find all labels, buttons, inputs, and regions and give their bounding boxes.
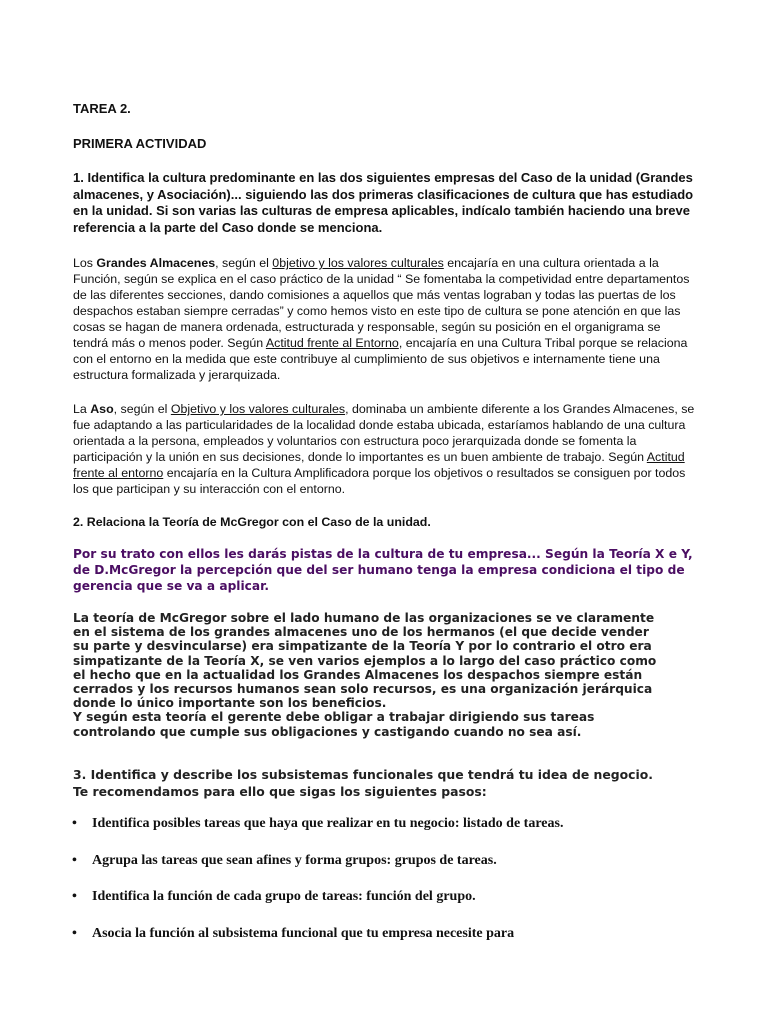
list-item [72, 888, 652, 925]
text-run: Los [73, 256, 97, 270]
question-1: 1. Identifica la cultura predominante en las dos siguientes empresas del Caso de la unidad (Grandes almacenes, y Asociación)... siguiendo las dos primeras clasificaciones de cultura que has estudiado en la unidad. Si son varias las culturas de empresa aplicables, indícalo también haciendo una breve referencia a la parte del Caso donde se menciona. [73, 170, 694, 235]
answer-line: en el sistema de los grandes almacenes uno de los hermanos (el que decide vender [73, 625, 649, 640]
bullet-icon: • [72, 889, 77, 905]
text-run: , según el [215, 256, 273, 270]
list-item [72, 925, 652, 962]
underlined-term: Actitud frente al entorno [73, 450, 685, 480]
bullet-icon: • [72, 852, 77, 868]
bullet-icon: • [72, 926, 77, 942]
text-run: La [73, 402, 91, 416]
bullet-icon: • [72, 816, 77, 831]
list-item [72, 852, 652, 889]
text-run: encajaría en una cultura orientada a la Función, según se explica en el caso práctico de la unidad “ Se fomentaba la competividad entre departamentos de las diferentes secciones, dando comisiones a aquellos que más ventas lograban y todas las puertas de los despachos estaban siempre cerradas” y como hemos visto en este tipo de cultura se pone atención en que las cosas se hagan de manera ordenada, estructurada y responsable, según su posición en el organigrama se tendrá más o menos poder. Según [73, 256, 690, 350]
text-run: , encajaría en una Cultura Tribal porque se relaciona con el entorno en la medida que este contribuye al cumplimiento de sus objetivos e internamente tiene una estructura formalizada y jerarquizada. [73, 336, 688, 382]
underlined-term: Actitud frente al Entorno [265, 336, 399, 350]
answer-line: controlando que cumple sus obligaciones y castigando cuando no sea así. [73, 724, 582, 739]
text-run: , según el [113, 402, 171, 416]
hint-text: Por su trato con ellos les darás pistas de la cultura de tu empresa... Según la Teoría X e Y, de D.McGregor la percepción que del ser humano tenga la empresa condiciona el tipo de gerencia que se va a aplicar. [73, 547, 693, 593]
answer-line: Y según esta teoría el gerente debe obligar a trabajar dirigiendo sus tareas [73, 710, 595, 725]
answer-line: donde lo único importante son los beneficios. [73, 696, 387, 711]
underlined-term: 0bjetivo y los valores culturales [272, 256, 444, 270]
underlined-term: Objetivo y los valores culturales [170, 402, 346, 416]
question-3-line: Te recomendamos para ello que sigas los siguientes pasos: [73, 783, 487, 799]
bold-term: Aso [90, 402, 114, 416]
question-2: 2. Relaciona la Teoría de McGregor con el Caso de la unidad. [73, 515, 431, 529]
answer-line: La teoría de McGregor sobre el lado humano de las organizaciones se ve claramente [73, 611, 655, 625]
list-item-text: Identifica la función de cada grupo de tareas: función del grupo. [92, 889, 476, 905]
steps-list [72, 815, 652, 962]
bold-term: Grandes Almacenes [96, 256, 216, 270]
answer-2 [73, 611, 698, 739]
list-item-text: Asocia la función al subsistema funcional que tu empresa necesite para [92, 926, 515, 942]
answer-line: el hecho que en la actualidad los Grandes Almacenes los despachos siempre están [73, 667, 643, 682]
answer-line: cerrados y los recursos humanos sean solo recursos, es una organización jerárquica [73, 682, 653, 697]
page-title: TAREA 2. [73, 101, 131, 116]
answer-line: simpatizante de la Teoría X, se ven varios ejemplos a lo largo del caso práctico como [73, 653, 657, 668]
question-3-line: 3. Identifica y describe los subsistemas funcionales que tendrá tu idea de negocio. [73, 767, 653, 782]
paragraph-asociacion [73, 401, 698, 497]
text-run: , dominaba un ambiente diferente a los Grandes Almacenes, se fue adaptando a las particularidades de la localidad donde estaba ubicada, estaríamos hablando de una cultura orientada a la persona, empleados y voluntarios con estructura poco jerarquizada donde se fomenta la participación y la unión en sus decisiones, donde lo importantes es un buen ambiente de trabajo. Según [73, 402, 695, 464]
text-run: encajaría en la Cultura Amplificadora porque los objetivos o resultados se consiguen por todos los que participan y su interacción con el entorno. [73, 466, 686, 496]
paragraph-grandes-almacenes [73, 255, 698, 383]
list-item-text: Agrupa las tareas que sean afines y forma grupos: grupos de tareas. [92, 852, 497, 868]
activity-heading: PRIMERA ACTIVIDAD [73, 136, 207, 151]
list-item-text: Identifica posibles tareas que haya que realizar en tu negocio: listado de tareas. [92, 816, 564, 831]
answer-line: su parte y desvincularse) era simpatizante de la Teoría Y por lo contrario el otro era [73, 639, 652, 654]
question-3 [73, 767, 713, 800]
list-item [72, 815, 652, 852]
